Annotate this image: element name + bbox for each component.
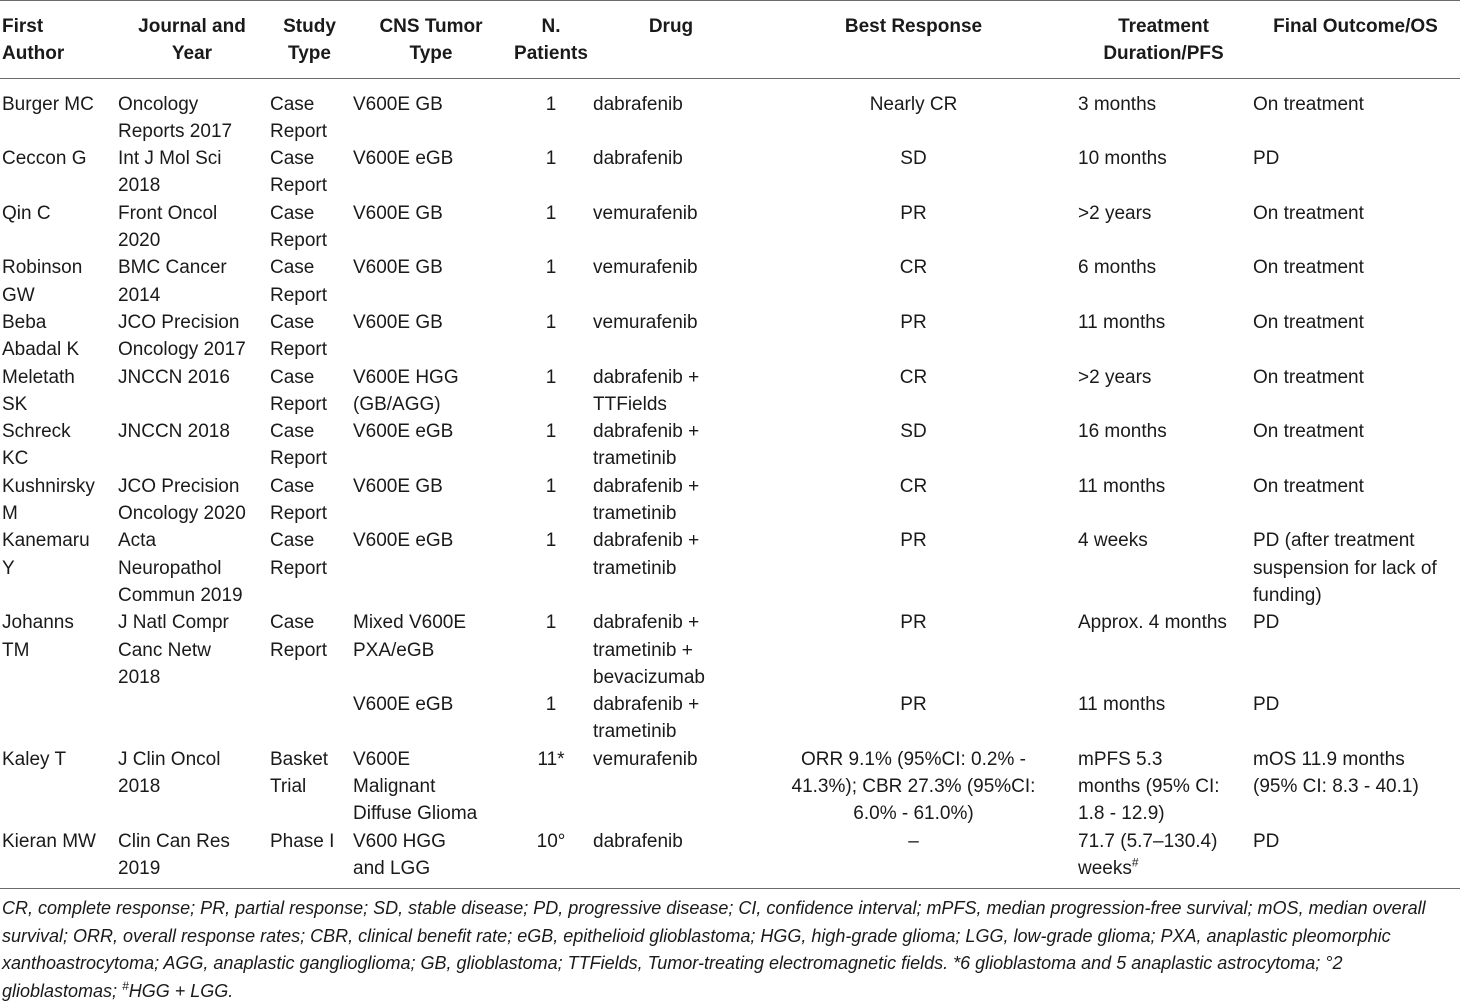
cell-author (0, 527, 116, 609)
cell-journal-text: JNCCN 2018 (118, 421, 230, 443)
cell-study-type (268, 418, 351, 473)
cell-best-response-text: – (908, 830, 919, 852)
cell-duration-text: 4 weeks (1078, 530, 1148, 552)
cell-journal (116, 746, 268, 828)
table-row (0, 746, 1460, 828)
cell-study-type-text: Case Report (270, 148, 328, 197)
cell-drug-text: dabrafenib (593, 830, 683, 852)
cell-duration (1076, 828, 1251, 889)
cell-study-type (268, 309, 351, 364)
cell-best-response-text: SD (900, 148, 927, 170)
table-row (0, 527, 1460, 609)
cell-author-text: Meletath SK (2, 366, 75, 415)
cell-journal-text: JCO Precision Oncology 2017 (118, 311, 246, 361)
cell-drug (591, 200, 751, 255)
cell-journal (116, 364, 268, 419)
cell-drug (591, 473, 751, 528)
cell-outcome-text: mOS 11.9 months (95% CI: 8.3 - 40.1) (1253, 748, 1419, 798)
cell-journal (116, 254, 268, 309)
cell-patients (511, 473, 591, 528)
cell-journal (116, 78, 268, 145)
cell-best-response (751, 527, 1076, 609)
cell-patients (511, 746, 591, 828)
cell-journal (116, 200, 268, 255)
cell-outcome (1251, 254, 1460, 309)
cell-author-text: Kanemaru Y (2, 530, 90, 579)
cell-tumor-type (351, 309, 511, 364)
cell-outcome (1251, 200, 1460, 255)
table-row (0, 364, 1460, 419)
cell-outcome-text: On treatment (1253, 475, 1364, 497)
cell-patients-text: 1 (545, 366, 557, 388)
cell-journal-text: BMC Cancer 2014 (118, 257, 227, 306)
cell-patients-text: 1 (545, 311, 557, 333)
cell-duration (1076, 200, 1251, 255)
cell-study-type (268, 78, 351, 145)
cell-best-response (751, 609, 1076, 691)
cell-journal-text: Acta Neuropathol Commun 2019 (118, 530, 243, 606)
cell-best-response-text: CR (899, 366, 928, 388)
cell-journal-text: Oncology Reports 2017 (118, 93, 233, 142)
cell-patients (511, 309, 591, 364)
cell-journal (116, 473, 268, 528)
cell-outcome (1251, 418, 1460, 473)
col-header-outcome: Final Outcome/OS (1251, 1, 1460, 79)
table-row (0, 309, 1460, 364)
cell-drug-text: dabrafenib + trametinib (593, 475, 700, 525)
cell-outcome (1251, 609, 1460, 691)
cell-drug-text: dabrafenib + TTFields (593, 366, 700, 415)
cell-duration (1076, 609, 1251, 691)
cell-best-response (751, 309, 1076, 364)
cell-author (0, 309, 116, 364)
cell-patients-text: 1 (545, 694, 557, 716)
cell-best-response-text: SD (900, 421, 927, 443)
cell-patients (511, 254, 591, 309)
cell-tumor-type-text: V600E eGB (353, 148, 454, 170)
cell-best-response-text: ORR 9.1% (95%CI: 0.2% - 41.3%); CBR 27.3% (95%CI: 6.0% - 61.0%) (791, 748, 1036, 825)
cell-drug-text: vemurafenib (593, 748, 698, 770)
cell-best-response (751, 200, 1076, 255)
cell-duration-text: 16 months (1078, 421, 1167, 443)
cell-outcome (1251, 309, 1460, 364)
cell-patients (511, 418, 591, 473)
cell-drug-text: dabrafenib + trametinib (593, 530, 700, 579)
cell-outcome-text: On treatment (1253, 93, 1364, 115)
cell-patients-text: 1 (545, 257, 557, 279)
cell-study-type (268, 828, 351, 889)
cell-author (0, 145, 116, 200)
cell-best-response (751, 691, 1076, 746)
cell-tumor-type (351, 527, 511, 609)
cell-author-text: Robinson GW (2, 257, 83, 306)
cell-duration (1076, 746, 1251, 828)
cell-journal-text: J Natl Compr Canc Netw 2018 (118, 612, 229, 688)
cell-outcome (1251, 364, 1460, 419)
cell-journal (116, 828, 268, 889)
cell-best-response (751, 254, 1076, 309)
cell-tumor-type-text: V600E GB (353, 311, 443, 333)
cell-journal-text: Front Oncol 2020 (118, 202, 218, 252)
cell-drug (591, 527, 751, 609)
table-row (0, 609, 1460, 691)
cell-drug (591, 609, 751, 691)
table-row (0, 78, 1460, 145)
cell-study-type-text: Basket Trial (270, 748, 329, 798)
cell-tumor-type-text: V600E GB (353, 93, 443, 115)
cell-drug (591, 309, 751, 364)
cell-outcome (1251, 78, 1460, 145)
cell-tumor-type (351, 746, 511, 828)
cell-author (0, 473, 116, 528)
cell-best-response-text: CR (899, 475, 928, 497)
cell-patients-text: 1 (545, 148, 557, 170)
cell-best-response-text: PR (900, 530, 927, 552)
cell-drug-text: vemurafenib (593, 311, 698, 333)
col-header-duration: Treatment Duration/PFS (1076, 1, 1251, 79)
table-row (0, 418, 1460, 473)
cell-patients-text: 10° (536, 830, 566, 852)
col-header-best-response: Best Response (751, 1, 1076, 79)
cell-author (0, 691, 116, 746)
cell-drug-text: dabrafenib + trametinib (593, 694, 700, 743)
cell-author (0, 418, 116, 473)
cell-duration-text: >2 years (1078, 366, 1152, 388)
cell-study-type (268, 609, 351, 691)
table-row (0, 473, 1460, 528)
col-header-author: First Author (0, 1, 116, 79)
cell-tumor-type-text: V600E eGB (353, 530, 454, 552)
cell-patients-text: 1 (545, 475, 557, 497)
cell-patients-text: 1 (545, 202, 557, 224)
cell-outcome (1251, 746, 1460, 828)
cell-study-type (268, 200, 351, 255)
cell-duration-text: >2 years (1078, 202, 1152, 224)
cell-tumor-type-text: V600E GB (353, 475, 443, 497)
cell-outcome-text: On treatment (1253, 202, 1364, 224)
cell-outcome-text: PD (1253, 148, 1280, 170)
cell-best-response (751, 364, 1076, 419)
cell-author-text: Beba Abadal K (2, 311, 80, 361)
cell-study-type-text: Case Report (270, 311, 328, 361)
cell-best-response (751, 78, 1076, 145)
cell-journal-text: JCO Precision Oncology 2020 (118, 475, 246, 525)
footnote-sup: # (122, 978, 129, 993)
cell-best-response (751, 418, 1076, 473)
cell-best-response (751, 746, 1076, 828)
cell-tumor-type (351, 691, 511, 746)
cell-journal-text: J Clin Oncol 2018 (118, 748, 221, 798)
cell-patients (511, 691, 591, 746)
cell-drug-text: vemurafenib (593, 257, 698, 279)
cell-study-type (268, 691, 351, 746)
table-row (0, 145, 1460, 200)
cell-study-type (268, 145, 351, 200)
cell-patients-text: 1 (545, 612, 557, 634)
cell-duration-text: 71.7 (5.7–130.4) weeks (1078, 830, 1218, 879)
cell-drug (591, 364, 751, 419)
cell-patients-text: 11* (537, 748, 565, 770)
cell-study-type-text: Phase I (270, 830, 335, 852)
cell-drug (591, 746, 751, 828)
cell-journal (116, 418, 268, 473)
cell-tumor-type (351, 145, 511, 200)
cell-author-text: Ceccon G (2, 148, 87, 170)
cell-tumor-type (351, 78, 511, 145)
cell-author (0, 828, 116, 889)
table-row (0, 200, 1460, 255)
cell-author-text: Kaley T (2, 748, 67, 770)
cell-author (0, 78, 116, 145)
cell-drug-text: dabrafenib + trametinib + bevacizumab (593, 612, 705, 688)
cell-journal-text: JNCCN 2016 (118, 366, 230, 388)
cell-drug (591, 418, 751, 473)
cell-drug (591, 828, 751, 889)
cell-study-type (268, 254, 351, 309)
cell-patients (511, 609, 591, 691)
cell-best-response (751, 473, 1076, 528)
footnote-text: CR, complete response; PR, partial response; SD, stable disease; PD, progressive disease; CI, confidence interval; mPFS, median progression-free survival; mOS, median overall survival; ORR, overall response rates; CBR, clinical benefit rate; eGB, epithelioid glioblastoma; HGG, high-grade glioma; LGG, low-grade glioma; PXA, anaplastic pleomorphic xanthoastrocytoma; AGG, anaplastic ganglioglioma; GB, glioblastoma; TTFields, Tumor-treating electromagnetic fields. *6 glioblastoma and 5 anaplastic astrocytoma; °2 glioblastomas; (2, 898, 1426, 1001)
cell-author-text: Schreck KC (2, 421, 71, 470)
cell-outcome-text: PD (1253, 694, 1280, 716)
cell-tumor-type-text: V600E GB (353, 202, 443, 224)
cell-journal-text: Clin Can Res 2019 (118, 830, 230, 879)
cell-best-response (751, 145, 1076, 200)
cell-patients (511, 78, 591, 145)
cell-duration (1076, 78, 1251, 145)
table-row (0, 828, 1460, 889)
cell-duration (1076, 527, 1251, 609)
cell-duration-text: Approx. 4 months (1078, 612, 1227, 634)
cell-tumor-type (351, 418, 511, 473)
cell-patients (511, 527, 591, 609)
cell-outcome-text: PD (1253, 830, 1280, 852)
cell-drug (591, 691, 751, 746)
cell-duration-text: 11 months (1078, 694, 1166, 716)
cell-author (0, 254, 116, 309)
cell-author (0, 200, 116, 255)
cell-patients-text: 1 (545, 530, 557, 552)
cell-outcome (1251, 691, 1460, 746)
cell-duration-text: 10 months (1078, 148, 1167, 170)
cell-duration (1076, 473, 1251, 528)
cell-tumor-type-text: Mixed V600E PXA/eGB (353, 612, 467, 661)
cell-journal (116, 145, 268, 200)
table-footnote (0, 889, 1460, 1005)
cell-best-response-text: PR (900, 612, 927, 634)
cell-drug-text: dabrafenib (593, 93, 683, 115)
cell-journal-text: Int J Mol Sci 2018 (118, 148, 222, 197)
cell-study-type (268, 473, 351, 528)
cell-patients-text: 1 (545, 421, 557, 443)
col-header-drug: Drug (591, 1, 751, 79)
cell-tumor-type-text: V600E eGB (353, 694, 454, 716)
table-row (0, 691, 1460, 746)
cell-tumor-type-text: V600E Malignant Diffuse Glioma (353, 748, 478, 825)
cell-study-type (268, 746, 351, 828)
cell-study-type (268, 364, 351, 419)
cell-journal (116, 309, 268, 364)
col-header-patients: N. Patients (511, 1, 591, 79)
cell-author-text: Kieran MW (2, 830, 96, 852)
cell-tumor-type (351, 609, 511, 691)
cell-outcome (1251, 527, 1460, 609)
cell-journal (116, 609, 268, 691)
cell-study-type (268, 527, 351, 609)
cell-author-text: Kushnirsky M (2, 475, 95, 525)
cell-outcome (1251, 473, 1460, 528)
col-header-journal: Journal and Year (116, 1, 268, 79)
cell-tumor-type (351, 364, 511, 419)
cell-tumor-type (351, 828, 511, 889)
cell-patients (511, 145, 591, 200)
cell-author (0, 364, 116, 419)
cell-best-response-text: PR (900, 694, 927, 716)
cell-tumor-type-text: V600E GB (353, 257, 443, 279)
cell-study-type-text: Case Report (270, 475, 328, 525)
cell-drug-text: vemurafenib (593, 202, 698, 224)
cell-author-text: Qin C (2, 202, 51, 224)
cell-best-response-text: Nearly CR (869, 93, 958, 115)
cell-duration-text: 6 months (1078, 257, 1157, 279)
cell-best-response (751, 828, 1076, 889)
header-row (0, 1, 1460, 79)
cell-drug (591, 145, 751, 200)
cell-study-type-text: Case Report (270, 202, 328, 252)
cell-patients (511, 828, 591, 889)
cell-duration (1076, 418, 1251, 473)
table-row (0, 254, 1460, 309)
cell-duration-text: 11 months (1078, 311, 1166, 333)
cell-tumor-type-text: V600E eGB (353, 421, 454, 443)
cell-outcome-text: PD (1253, 612, 1280, 634)
cell-drug (591, 254, 751, 309)
duration-footnote-mark: # (1131, 855, 1139, 870)
cell-duration (1076, 364, 1251, 419)
cell-tumor-type (351, 254, 511, 309)
cell-drug-text: dabrafenib (593, 148, 683, 170)
col-header-study-type: Study Type (268, 1, 351, 79)
cell-best-response-text: PR (900, 311, 927, 333)
cell-author-text: Johanns TM (2, 612, 74, 661)
cell-study-type-text: Case Report (270, 530, 328, 579)
col-header-tumor-type: CNS Tumor Type (351, 1, 511, 79)
cell-best-response-text: PR (900, 202, 927, 224)
cell-outcome-text: PD (after treatment suspension for lack of funding) (1253, 530, 1437, 606)
cell-duration (1076, 145, 1251, 200)
cell-study-type-text: Case Report (270, 612, 328, 661)
cell-drug (591, 78, 751, 145)
cell-tumor-type (351, 473, 511, 528)
cell-drug-text: dabrafenib + trametinib (593, 421, 700, 470)
cell-author-text: Burger MC (2, 93, 94, 115)
cell-patients (511, 364, 591, 419)
cell-duration (1076, 254, 1251, 309)
cell-study-type-text: Case Report (270, 421, 328, 470)
cell-outcome-text: On treatment (1253, 366, 1364, 388)
cell-best-response-text: CR (899, 257, 928, 279)
cell-study-type-text: Case Report (270, 93, 328, 142)
cell-duration (1076, 691, 1251, 746)
cell-outcome-text: On treatment (1253, 311, 1364, 333)
cell-duration-text: 11 months (1078, 475, 1166, 497)
table-body (0, 78, 1460, 889)
cell-tumor-type (351, 200, 511, 255)
footnote-tail: HGG + LGG. (128, 980, 234, 1001)
cell-patients-text: 1 (545, 93, 557, 115)
cell-study-type-text: Case Report (270, 257, 328, 306)
cell-patients (511, 200, 591, 255)
cell-duration (1076, 309, 1251, 364)
cell-journal (116, 691, 268, 746)
cell-duration-text: 3 months (1078, 93, 1157, 115)
cell-outcome (1251, 145, 1460, 200)
cell-outcome-text: On treatment (1253, 421, 1364, 443)
cell-tumor-type-text: V600 HGG and LGG (353, 830, 446, 879)
cell-journal (116, 527, 268, 609)
cell-outcome (1251, 828, 1460, 889)
cell-author (0, 746, 116, 828)
cell-tumor-type-text: V600E HGG (GB/AGG) (353, 366, 459, 415)
cell-study-type-text: Case Report (270, 366, 328, 415)
cell-author (0, 609, 116, 691)
cell-duration-text: mPFS 5.3 months (95% CI: 1.8 - 12.9) (1078, 748, 1220, 825)
cell-outcome-text: On treatment (1253, 257, 1364, 279)
